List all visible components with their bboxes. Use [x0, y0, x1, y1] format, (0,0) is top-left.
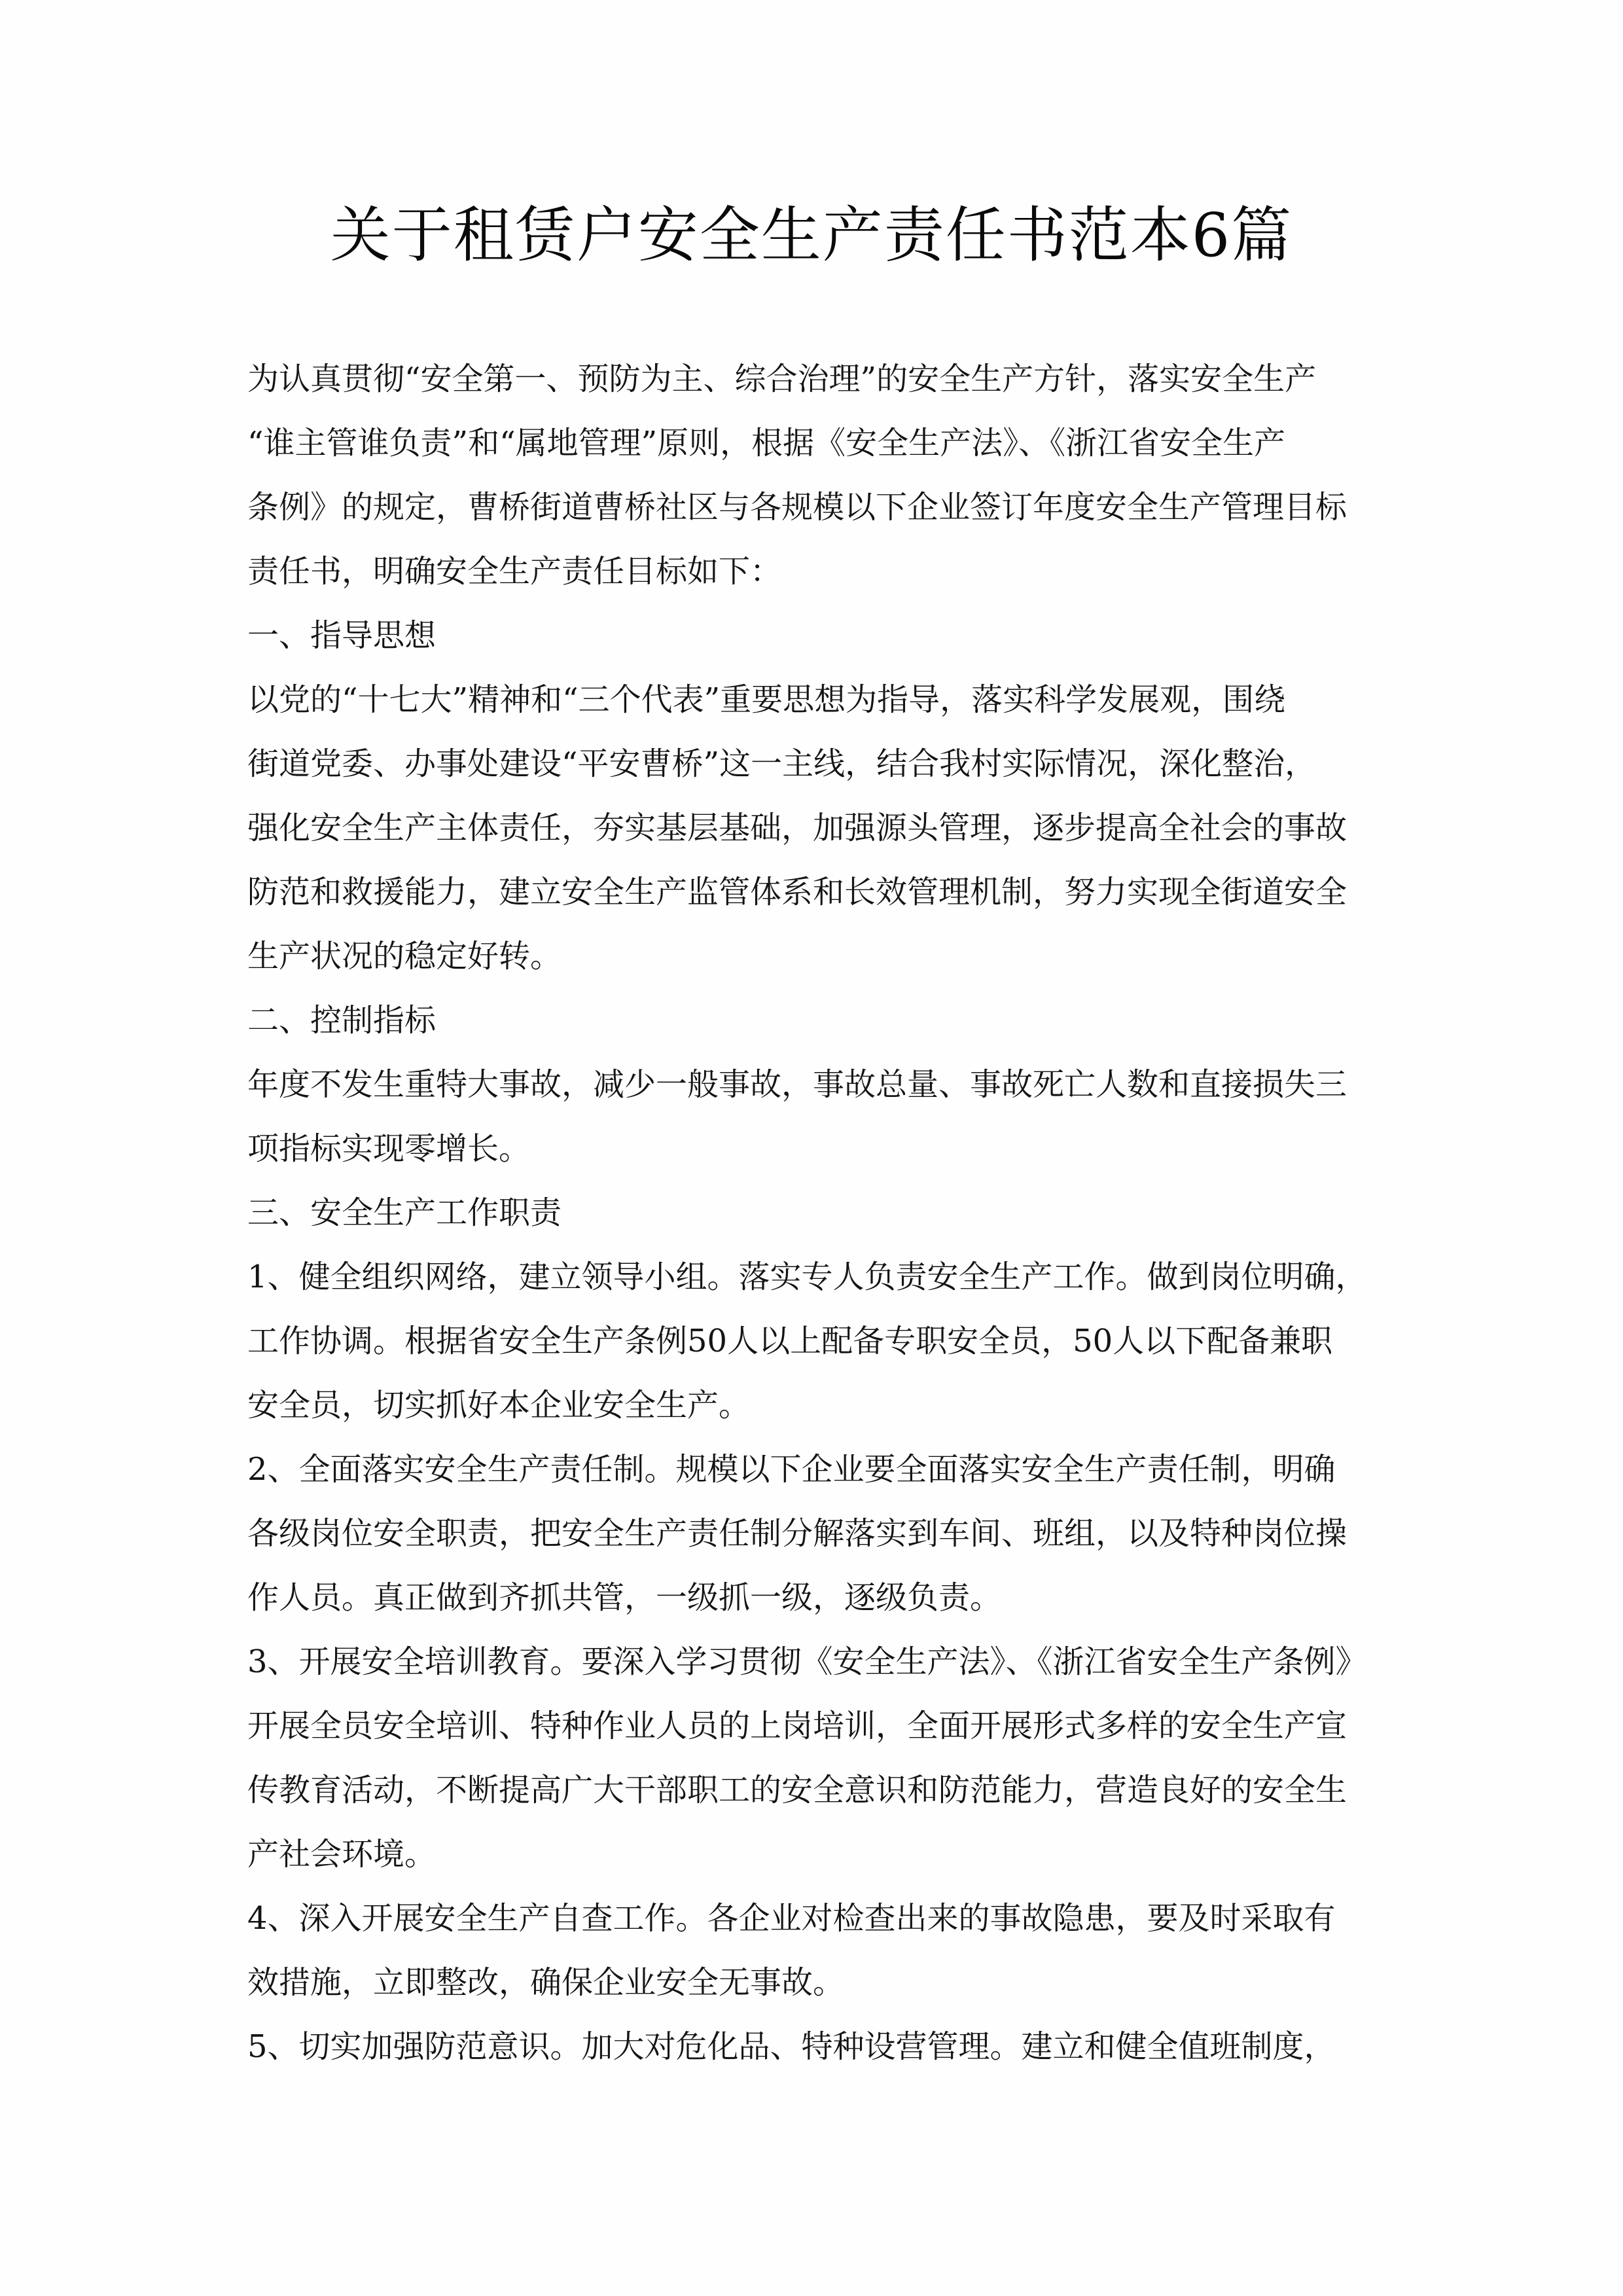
paragraph-line: 条例》的规定，曹桥街道曹桥社区与各规模以下企业签订年度安全生产管理目标	[247, 489, 1347, 526]
list-item-line: 工作协调。根据省安全生产条例50人以上配备专职安全员，50人以下配备兼职	[247, 1323, 1333, 1359]
list-item-line: 效措施，立即整改，确保企业安全无事故。	[247, 1964, 845, 2001]
section-heading: 一、指导思想	[247, 617, 437, 654]
paragraph-line: 责任书，明确安全生产责任目标如下：	[247, 553, 782, 590]
list-item-line: 开展全员安全培训、特种作业人员的上岗培训，全面开展形式多样的安全生产宣	[247, 1708, 1347, 1744]
list-item-line: 1、健全组织网络，建立领导小组。落实专人负责安全生产工作。做到岗位明确，	[247, 1259, 1367, 1295]
list-item-line: 3、开展安全培训教育。要深入学习贯彻《安全生产法》、《浙江省安全生产条例》	[247, 1643, 1367, 1680]
paragraph-line: 以党的“十七大”精神和“三个代表”重要思想为指导，落实科学发展观，围绕	[247, 681, 1286, 718]
paragraph-line: “谁主管谁负责”和“属地管理”原则，根据《安全生产法》、《浙江省安全生产	[247, 425, 1286, 461]
list-item-line: 传教育活动，不断提高广大干部职工的安全意识和防范能力，营造良好的安全生	[247, 1772, 1347, 1808]
paragraph-line: 项指标实现零增长。	[247, 1130, 531, 1167]
list-item-line: 产社会环境。	[247, 1836, 437, 1873]
list-item-line: 作人员。真正做到齐抓共管，一级抓一级，逐级负责。	[247, 1579, 1002, 1616]
list-item-line: 安全员，切实抓好本企业安全生产。	[247, 1387, 751, 1424]
paragraph-line: 街道党委、办事处建设“平安曹桥”这一主线，结合我村实际情况，深化整治，	[247, 745, 1317, 782]
paragraph-line: 生产状况的稳定好转。	[247, 938, 562, 975]
paragraph-line: 防范和救援能力，建立安全生产监管体系和长效管理机制，努力实现全街道安全	[247, 874, 1347, 910]
list-item-line: 5、切实加强防范意识。加大对危化品、特种设营管理。建立和健全值班制度，	[247, 2028, 1336, 2065]
paragraph-line: 强化安全生产主体责任，夯实基层基础，加强源头管理，逐步提高全社会的事故	[247, 810, 1347, 846]
document-body	[247, 347, 1383, 2079]
paragraph-line: 为认真贯彻“安全第一、预防为主、综合治理”的安全生产方针，落实安全生产	[247, 361, 1317, 397]
list-item-line: 各级岗位安全职责，把安全生产责任制分解落实到车间、班组，以及特种岗位操	[247, 1515, 1347, 1552]
section-heading: 二、控制指标	[247, 1002, 437, 1039]
list-item-line: 2、全面落实安全生产责任制。规模以下企业要全面落实安全生产责任制，明确	[247, 1451, 1336, 1488]
section-heading: 三、安全生产工作职责	[247, 1194, 562, 1231]
document-title: 关于租赁户安全生产责任书范本6篇	[330, 200, 1293, 270]
list-item-line: 4、深入开展安全生产自查工作。各企业对检查出来的事故隐患，要及时采取有	[247, 1900, 1336, 1937]
paragraph-line: 年度不发生重特大事故，减少一般事故，事故总量、事故死亡人数和直接损失三	[247, 1066, 1347, 1103]
